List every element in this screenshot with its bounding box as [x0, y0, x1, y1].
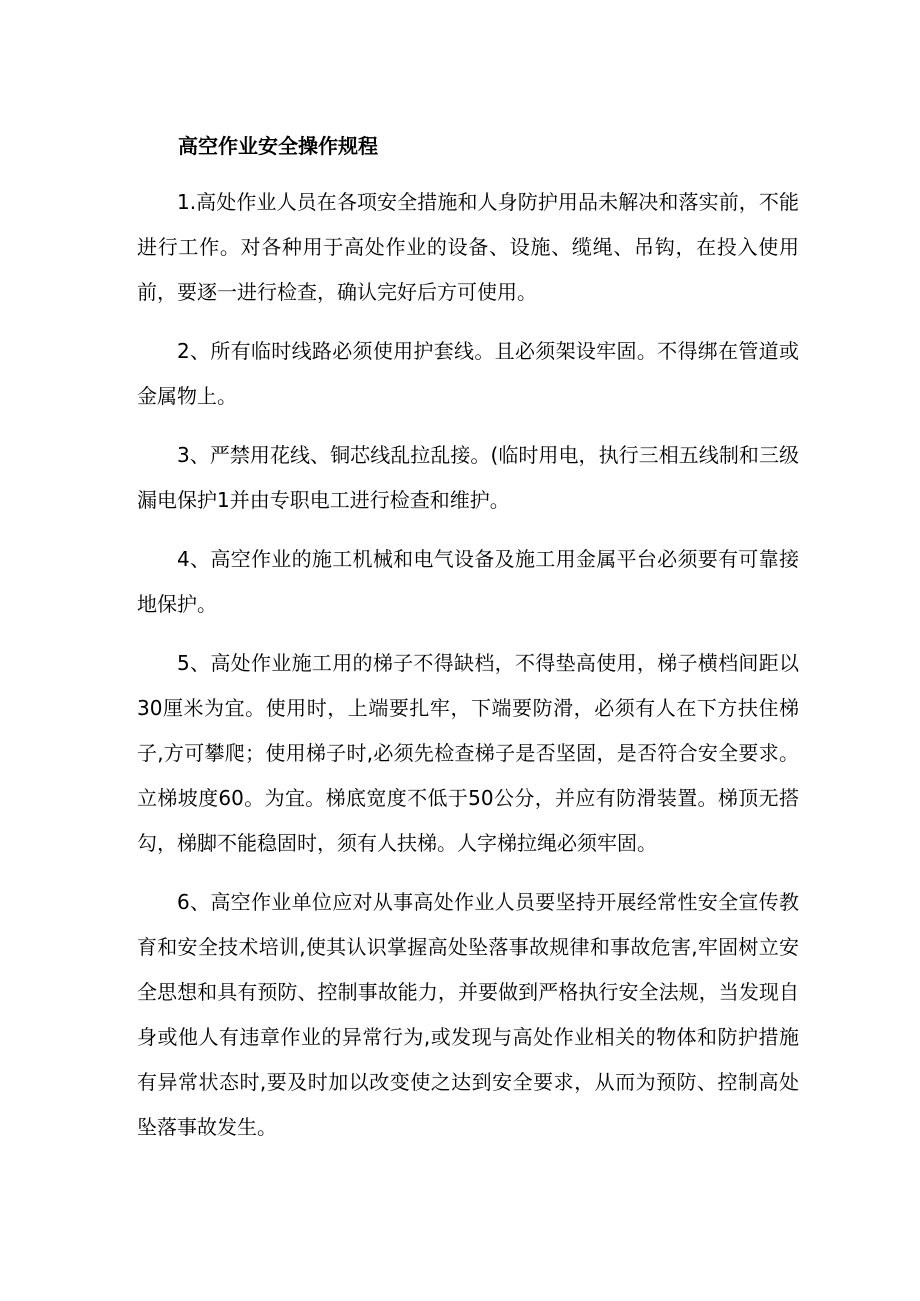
paragraph-2: 2、所有临时线路必须使用护套线。且必须架设牢固。不得绑在管道或金属物上。 [137, 339, 799, 408]
paragraph-1: 1.高处作业人员在各项安全措施和人身防护用品未解决和落实前，不能进行工作。对各种用于高处作业的设备、设施、缆绳、吊钩，在投入使用前，要逐一进行检查，确认完好后方可使用。 [137, 190, 799, 304]
paragraph-5: 5、高处作业施工用的梯子不得缺档，不得垫高使用，梯子横档间距以30厘米为宜。使用时，上端要扎牢，下端要防滑，必须有人在下方扶住梯子,方可攀爬；使用梯子时,必须先检查梯子是否坚固，是否符合安全要求。立梯坡度60。为宜。梯底宽度不低于50公分，并应有防滑装置。梯顶无搭勾，梯脚不能稳固时，须有人扶梯。人字梯拉绳必须牢固。 [137, 651, 799, 855]
document-title: 高空作业安全操作规程 [178, 134, 378, 158]
document-body [137, 124, 799, 1150]
paragraph-6: 6、高空作业单位应对从事高处作业人员要坚持开展经常性安全宣传教育和安全技术培训,使其认识掌握高处坠落事故规律和事故危害,牢固树立安全思想和具有预防、控制事故能力，并要做到严格执行安全法规，当发现自身或他人有违章作业的异常行为,或发现与高处作业相关的物体和防护措施有异常状态时,要及时加以改变使之达到安全要求，从而为预防、控制高处坠落事故发生。 [137, 890, 799, 1139]
paragraph-3: 3、严禁用花线、铜芯线乱拉乱接。(临时用电，执行三相五线制和三级漏电保护1并由专职电工进行检查和维护。 [137, 443, 799, 512]
paragraph-4: 4、高空作业的施工机械和电气设备及施工用金属平台必须要有可靠接地保护。 [137, 547, 799, 616]
